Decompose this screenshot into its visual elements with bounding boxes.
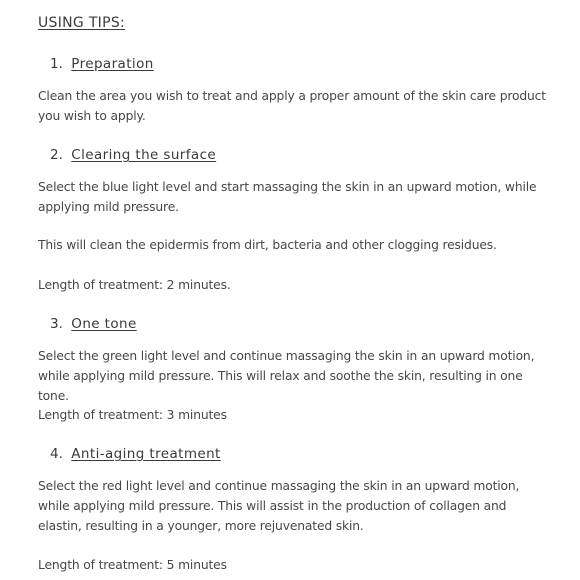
step-title-clearing-the-surface [50, 147, 216, 163]
step-title-one-tone [50, 316, 137, 332]
section-heading: USING TIPS: [38, 15, 126, 31]
treatment-length: Length of treatment: 5 minutes [38, 558, 227, 572]
step-number: 3. [50, 316, 63, 332]
step-number: 1. [50, 56, 63, 72]
step-number: 2. [50, 147, 63, 163]
step-number: 4. [50, 446, 63, 462]
step-paragraph: Select the red light level and continue massaging the skin in an upward motion, while applying mild pressure. This will assist in the production of collagen and elastin, resulting in a younger, more rejuvenated skin. [38, 479, 520, 533]
step-paragraph: Clean the area you wish to treat and apply a proper amount of the skin care product you wish to apply. [38, 89, 546, 123]
step-title-text: Anti-aging treatment [71, 446, 221, 462]
step-title-text: Preparation [71, 56, 154, 72]
step-title-preparation [50, 56, 154, 72]
step-paragraph: Select the blue light level and start massaging the skin in an upward motion, while applying mild pressure. [38, 180, 537, 214]
step-title-anti-aging-treatment [50, 446, 221, 462]
treatment-length: Length of treatment: 3 minutes [38, 408, 227, 422]
treatment-length: Length of treatment: 2 minutes. [38, 278, 231, 292]
step-paragraph: Select the green light level and continue massaging the skin in an upward motion, while applying mild pressure. This will relax and soothe the skin, resulting in one tone. [38, 349, 535, 403]
step-title-text: Clearing the surface [71, 147, 217, 163]
step-title-text: One tone [71, 316, 137, 332]
step-paragraph: This will clean the epidermis from dirt, bacteria and other clogging residues. [38, 238, 497, 252]
